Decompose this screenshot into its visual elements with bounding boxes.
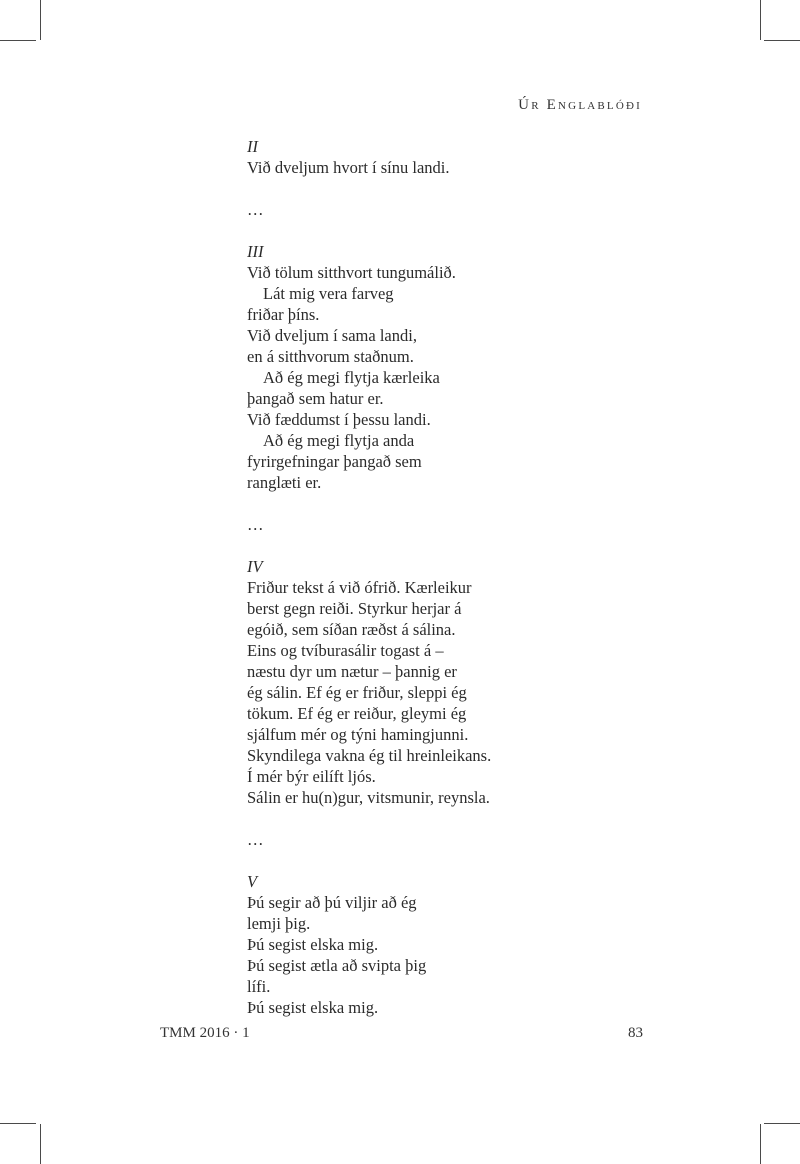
poem-line: næstu dyr um nætur – þannig er [247, 662, 457, 681]
poem-line: Þú segist ætla að svipta þig [247, 956, 427, 975]
poem-line: Við tölum sitthvort tungumálið. [247, 263, 456, 282]
poem-line: friðar þíns. [247, 305, 320, 324]
poem-line: ég sálin. Ef ég er friður, sleppi ég [247, 683, 467, 702]
poem-line: Lát mig vera farveg [263, 284, 394, 303]
crop-mark-bottom-right-horizontal [764, 1123, 800, 1124]
poem-line: Skyndilega vakna ég til hreinleikans. [247, 746, 492, 765]
poem-line: lemji þig. [247, 914, 311, 933]
section-iv [247, 556, 577, 808]
poem-line: fyrirgefningar þangað sem [247, 452, 422, 471]
ellipsis: … [247, 515, 264, 534]
journal-issue: TMM 2016 · 1 [160, 1025, 250, 1041]
page-number: 83 [628, 1025, 643, 1041]
ellipsis: … [247, 830, 264, 849]
crop-mark-bottom-left-horizontal [0, 1123, 36, 1124]
section-ii [247, 136, 577, 178]
poem-line: en á sitthvorum staðnum. [247, 347, 414, 366]
crop-mark-top-right-horizontal [764, 40, 800, 41]
poem-body [247, 136, 577, 1018]
section-numeral: IV [247, 557, 263, 576]
crop-mark-bottom-right-vertical [760, 1124, 761, 1164]
poem-line: Eins og tvíburasálir togast á – [247, 641, 444, 660]
section-numeral: II [247, 137, 258, 156]
poem-line: sjálfum mér og týni hamingjunni. [247, 725, 469, 744]
poem-line: lífi. [247, 977, 271, 996]
poem-line: Við fæddumst í þessu landi. [247, 410, 431, 429]
poem-line: tökum. Ef ég er reiður, gleymi ég [247, 704, 467, 723]
poem-line: Þú segist elska mig. [247, 998, 379, 1017]
section-iii [247, 241, 577, 493]
poem-line: Þú segist elska mig. [247, 935, 379, 954]
poem-line: Sálin er hu(n)gur, vitsmunir, reynsla. [247, 788, 490, 807]
poem-line: Þú segir að þú viljir að ég [247, 893, 417, 912]
poem-line: Í mér býr eilíft ljós. [247, 767, 376, 786]
poem-line: ranglæti er. [247, 473, 322, 492]
crop-mark-top-right-vertical [760, 0, 761, 40]
section-numeral: V [247, 872, 258, 891]
section-v [247, 871, 577, 1018]
crop-mark-top-left-horizontal [0, 40, 36, 41]
poem-line: Við dveljum í sama landi, [247, 326, 417, 345]
poem-line: berst gegn reiði. Styrkur herjar á [247, 599, 462, 618]
poem-line: þangað sem hatur er. [247, 389, 384, 408]
poem-line: egóið, sem síðan ræðst á sálina. [247, 620, 456, 639]
running-head: Úr Englablóði [518, 97, 642, 113]
section-numeral: III [247, 242, 264, 261]
crop-mark-bottom-left-vertical [40, 1124, 41, 1164]
poem-line: Við dveljum hvort í sínu landi. [247, 158, 450, 177]
poem-line: Að ég megi flytja anda [263, 431, 415, 450]
ellipsis: … [247, 200, 264, 219]
crop-mark-top-left-vertical [40, 0, 41, 40]
poem-line: Að ég megi flytja kærleika [263, 368, 440, 387]
poem-line: Friður tekst á við ófrið. Kærleikur [247, 578, 472, 597]
